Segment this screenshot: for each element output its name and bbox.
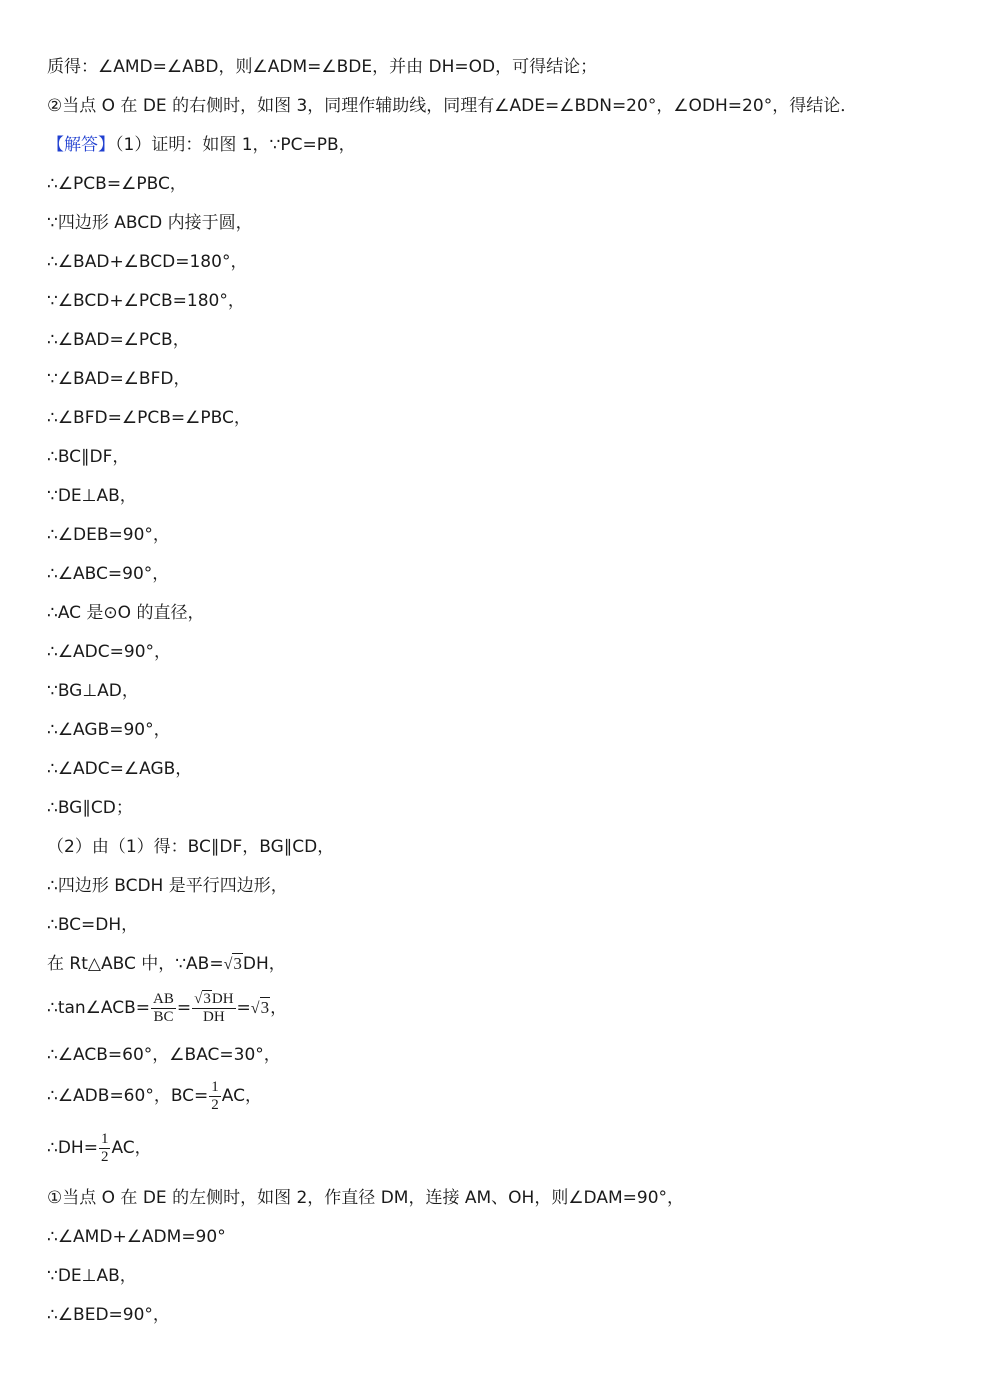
fraction-one-half	[99, 1131, 111, 1166]
answer-tag: 【解答】	[47, 135, 115, 155]
text-line: （2）由（1）得：BC∥DF，BG∥CD，	[47, 837, 335, 857]
text-line: ∴∠ABC=90°，	[47, 564, 170, 584]
radicand: 3	[260, 998, 270, 1017]
numerator-rest: DH	[211, 990, 234, 1007]
text-line: ∴∠BFD=∠PCB=∠PBC，	[47, 408, 251, 428]
text-line: ①当点 O 在 DE 的左侧时，如图 2，作直径 DM，连接 AM、OH，则∠DAM=90°，	[47, 1188, 685, 1208]
text-line: ∴BC=DH，	[47, 915, 139, 935]
rt-post-text: DH，	[242, 954, 286, 974]
text-line: ∴四边形 BCDH 是平行四边形，	[47, 876, 288, 896]
text-line: ②当点 O 在 DE 的右侧时，如图 3，同理作辅助线，同理有∠ADE=∠BDN=20°，∠ODH=20°，得结论．	[47, 96, 858, 116]
text-line: ∵DE⊥AB，	[47, 486, 137, 506]
text-line: ∵BG⊥AD，	[47, 681, 139, 701]
text-line: ∴∠ADC=90°，	[47, 642, 172, 662]
fraction-numerator: AB	[153, 990, 174, 1007]
text-line: ∵四边形 ABCD 内接于圆，	[47, 213, 253, 233]
text-line: ∴∠PCB=∠PBC，	[47, 174, 187, 194]
text-line: ∴∠AMD+∠ADM=90°	[47, 1227, 226, 1247]
fraction-denominator: DH	[202, 1008, 225, 1025]
radicand: 3	[203, 990, 211, 1007]
fraction-numerator: 1	[100, 1130, 109, 1147]
radical-sign: √	[194, 990, 203, 1007]
text-line: ∴∠BED=90°，	[47, 1305, 170, 1325]
text-line: ∴∠BAD=∠PCB，	[47, 330, 190, 350]
text-line: ∴∠ADC=∠AGB，	[47, 759, 193, 779]
text-line: （1）证明：如图 1，∵PC=PB，	[115, 135, 356, 155]
fraction-one-half	[209, 1079, 221, 1114]
adb-post-text: AC，	[221, 1086, 262, 1106]
rt-abc-line	[47, 952, 286, 977]
text-line: ∵∠BCD+∠PCB=180°，	[47, 291, 245, 311]
text-line: ∴BG∥CD；	[47, 798, 133, 818]
text-line: ∴∠BAD+∠BCD=180°，	[47, 252, 248, 272]
text-line: 质得：∠AMD=∠ABD，则∠ADM=∠BDE，并由 DH=OD，可得结论；	[47, 57, 598, 77]
dh-line	[47, 1130, 152, 1166]
tan-acb-line	[47, 990, 287, 1027]
text-line: ∵DE⊥AB，	[47, 1266, 137, 1286]
text-line: ∴∠DEB=90°，	[47, 525, 170, 545]
adb-line	[47, 1078, 262, 1114]
text-line: ∴∠AGB=90°，	[47, 720, 171, 740]
radical-sign: √	[250, 1000, 260, 1017]
fraction-sqrt3dh-dh	[192, 991, 235, 1026]
equals-sign: =	[236, 998, 251, 1018]
rt-pre-text: 在 Rt△ABC 中，∵AB=	[47, 954, 224, 974]
text-line: ∴BC∥DF，	[47, 447, 130, 467]
fraction-denominator: 2	[100, 1148, 109, 1165]
radical-sign: √	[223, 956, 233, 973]
sqrt-expression	[194, 991, 212, 1008]
fraction-denominator: 2	[211, 1096, 219, 1113]
dh-pre-text: ∴DH=	[47, 1138, 98, 1158]
dh-post-text: AC，	[111, 1138, 152, 1158]
equals-sign: =	[176, 998, 192, 1018]
fraction-numerator: 1	[211, 1078, 219, 1095]
text-line: ∵∠BAD=∠BFD，	[47, 369, 191, 389]
sqrt-expression	[251, 990, 270, 1027]
answer-line	[47, 133, 356, 157]
sqrt-expression	[224, 952, 243, 977]
fraction-ab-bc	[151, 991, 176, 1026]
tan-post-text: ，	[270, 998, 288, 1018]
radicand: 3	[233, 954, 242, 973]
text-line: ∴AC 是⊙O 的直径，	[47, 603, 205, 623]
adb-pre-text: ∴∠ADB=60°，BC=	[47, 1086, 209, 1106]
fraction-numerator	[192, 991, 235, 1009]
text-line: ∴∠ACB=60°，∠BAC=30°，	[47, 1045, 281, 1065]
fraction-denominator: BC	[153, 1008, 174, 1025]
tan-pre-text: ∴tan∠ACB=	[47, 998, 151, 1018]
